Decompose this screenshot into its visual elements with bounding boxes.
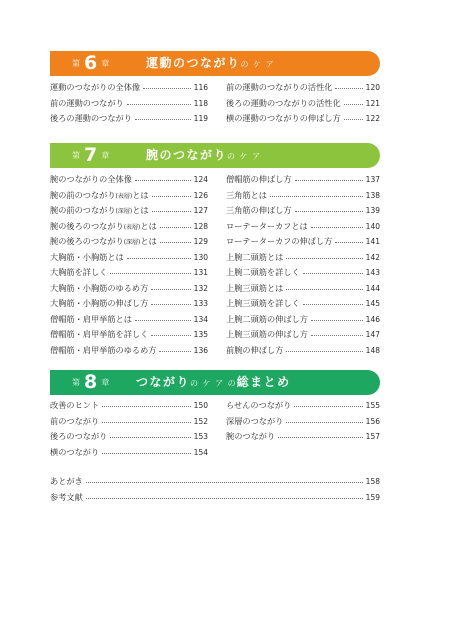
chapter-suffix: 章 — [101, 59, 110, 68]
toc-entry[interactable]: 三角筋とは 138 — [226, 189, 380, 200]
toc-entry[interactable]: 腕のつながり 157 — [226, 431, 380, 442]
toc-entry[interactable]: 前の運動のつながりの活性化 120 — [226, 82, 380, 93]
toc-entry[interactable]: 運動のつながりの全体像 116 — [50, 82, 208, 93]
toc-entry[interactable]: 腕の前のつながり(深層)とは 127 — [50, 205, 208, 216]
chapter-title-main: 腕のつながり — [146, 148, 228, 162]
chapter-num: 6 — [84, 52, 98, 74]
chapter-8-left-column — [50, 398, 208, 460]
toc-entry[interactable]: 後ろのつながり 153 — [50, 431, 208, 442]
chapter-prefix: 第 — [72, 59, 80, 68]
toc-entry[interactable]: 腕の後ろのつながり(表層)とは 128 — [50, 220, 208, 231]
chapter-6-number — [72, 51, 109, 76]
chapter-title-main: つながり — [136, 375, 191, 389]
chapter-6-title — [146, 51, 275, 76]
chapter-prefix: 第 — [72, 378, 80, 387]
chapter-title-small: の ケ ア の — [190, 379, 237, 388]
toc-entry[interactable]: 上腕三頭筋とは 144 — [226, 282, 380, 293]
chapter-num: 7 — [84, 144, 98, 166]
toc-entry[interactable]: 横のつながり 154 — [50, 446, 208, 457]
toc-entry[interactable]: 僧帽筋の伸ばし方 137 — [226, 174, 380, 185]
toc-entry[interactable]: 上腕二頭筋とは 142 — [226, 251, 380, 262]
chapter-prefix: 第 — [72, 151, 80, 160]
chapter-num: 8 — [84, 371, 98, 393]
chapter-6-header — [50, 51, 380, 76]
toc-entry[interactable]: 上腕三頭筋を詳しく 145 — [226, 298, 380, 309]
toc-entry[interactable]: 大胸筋・小胸筋の伸ばし方 133 — [50, 298, 208, 309]
toc-entry[interactable]: 後ろの運動のつながりの活性化 121 — [226, 97, 380, 108]
chapter-7-header — [50, 143, 380, 168]
toc-entry[interactable]: 腕の前のつながり(表層)とは 126 — [50, 189, 208, 200]
chapter-7-number — [72, 143, 109, 168]
toc-entry[interactable]: 深層のつながり 156 — [226, 415, 380, 426]
toc-entry[interactable]: 前腕の伸ばし方 148 — [226, 344, 380, 355]
toc-entry[interactable]: 腕の後ろのつながり(深層)とは 129 — [50, 236, 208, 247]
chapter-title-small: の ケ ア — [227, 152, 262, 161]
chapter-title-main: 運動のつながり — [146, 56, 241, 70]
toc-entry[interactable]: 上腕二頭筋を詳しく 143 — [226, 267, 380, 278]
toc-entry[interactable]: ローテーターカフの伸ばし方 141 — [226, 236, 380, 247]
chapter-title-end: 総まとめ — [236, 375, 291, 389]
toc-entry[interactable]: 三角筋の伸ばし方 139 — [226, 205, 380, 216]
toc-entry[interactable]: 前の運動のつながり 118 — [50, 97, 208, 108]
toc-entry-afterword[interactable]: あとがき 158 — [50, 476, 380, 487]
chapter-8-number — [72, 370, 109, 395]
chapter-8-title — [136, 370, 291, 395]
toc-entry[interactable]: 大胸筋・小胸筋とは 130 — [50, 251, 208, 262]
chapter-8-header — [50, 370, 380, 395]
chapter-6-left-column — [50, 80, 208, 127]
toc-entry[interactable]: らせんのつながり 155 — [226, 400, 380, 411]
chapter-6-right-column — [226, 80, 380, 127]
chapter-7-right-column — [226, 172, 380, 358]
toc-entry[interactable]: 大胸筋を詳しく 131 — [50, 267, 208, 278]
toc-entry[interactable]: 僧帽筋・肩甲挙筋とは 134 — [50, 313, 208, 324]
toc-entry[interactable]: 腕のつながりの全体像 124 — [50, 174, 208, 185]
chapter-8-right-column — [226, 398, 380, 445]
toc-entry[interactable]: 上腕二頭筋の伸ばし方 146 — [226, 313, 380, 324]
toc-entry-references[interactable]: 参考文献 159 — [50, 491, 380, 502]
toc-entry[interactable]: 僧帽筋・肩甲挙筋のゆるめ方 136 — [50, 344, 208, 355]
chapter-suffix: 章 — [101, 378, 110, 387]
toc-entry[interactable]: 後ろの運動のつながり 119 — [50, 113, 208, 124]
toc-entry[interactable]: 前のつながり 152 — [50, 415, 208, 426]
toc-entry[interactable]: 僧帽筋・肩甲挙筋を詳しく 135 — [50, 329, 208, 340]
chapter-title-small: の ケ ア — [240, 60, 275, 69]
chapter-7-left-column — [50, 172, 208, 358]
chapter-7-title — [146, 143, 261, 168]
toc-entry[interactable]: 改善のヒント 150 — [50, 400, 208, 411]
toc-entry[interactable]: ローテーターカフとは 140 — [226, 220, 380, 231]
toc-entry[interactable]: 大胸筋・小胸筋のゆるめ方 132 — [50, 282, 208, 293]
chapter-suffix: 章 — [101, 151, 110, 160]
toc-entry[interactable]: 横の運動のつながりの伸ばし方 122 — [226, 113, 380, 124]
toc-entry[interactable]: 上腕三頭筋の伸ばし方 147 — [226, 329, 380, 340]
backmatter-list — [50, 474, 380, 505]
